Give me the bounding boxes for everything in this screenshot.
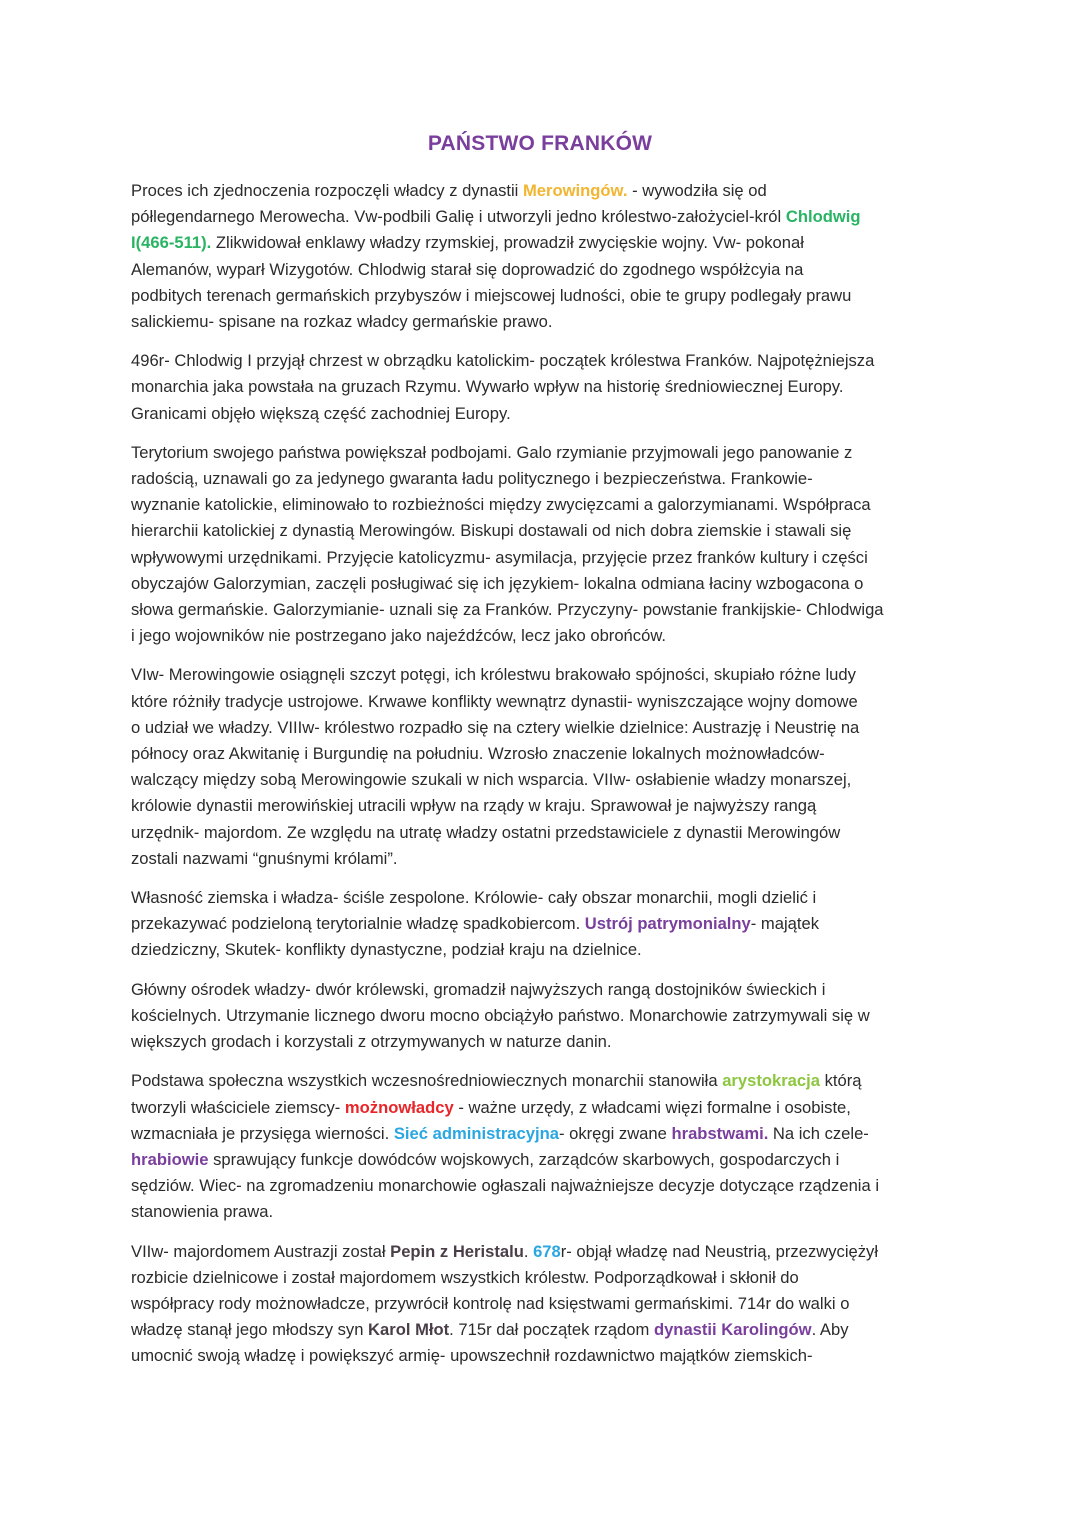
- text-line: wpływowymi urzędnikami. Przyjęcie katolicyzmu- asymilacja, przyjęcie przez franków kultury i części: [131, 547, 868, 567]
- text-line: rozbicie dzielnicowe i został majordomem wszystkich królestw. Podporządkował i skłonił do: [131, 1267, 799, 1287]
- paragraph-5: [131, 885, 953, 964]
- text-line: VIw- Merowingowie osiągnęli szczyt potęgi, ich królestwu brakowało spójności, skupiało różne ludy: [131, 665, 856, 685]
- text-line: obyczajów Galorzymian, zaczęli posługiwać się ich językiem- lokalna odmiana łaciny wzbogacona o: [131, 573, 864, 593]
- text-line: [131, 1095, 953, 1121]
- text-line: większych grodach i korzystali z otrzymywanych w naturze danin.: [131, 1032, 612, 1052]
- text-line: radością, uznawali go za jedynego gwaranta ładu politycznego i bezpieczeństwa. Frankowie-: [131, 469, 813, 489]
- highlight-merowingow: Merowingów.: [522, 181, 628, 200]
- text-run: . 715r dał początek rządom: [449, 1320, 654, 1340]
- text-run: sprawujący funkcje dowódców wojskowych, zarządców skarbowych, gospodarczych i: [208, 1149, 840, 1169]
- page-title: PAŃSTWO FRANKÓW: [427, 132, 653, 155]
- highlight-pepin: Pepin z Heristalu: [390, 1241, 524, 1261]
- paragraph-8: [131, 1239, 953, 1370]
- text-run: Proces ich zjednoczenia rozpoczęli władcy z dynastii: [131, 181, 523, 200]
- text-line: walczący między sobą Merowingowie szukali w nich wsparcia. VIIw- osłabienie władzy monarszej,: [131, 770, 852, 790]
- text-line: salickiemu- spisane na rozkaz władcy germańskie prawo.: [131, 312, 553, 332]
- text-line: północy oraz Akwitanię i Burgundię na południu. Wzrosło znaczenie lokalnych możnowładców-: [131, 744, 825, 764]
- text-line: hierarchii katolickiej z dynastią Merowingów. Biskupi dostawali od nich dobra ziemskie i stawali się: [131, 521, 852, 541]
- text-line: [131, 911, 953, 937]
- text-line: umocnić swoją władzę i powiększyć armię- upowszechnił rozdawnictwo majątków ziemskich-: [131, 1346, 813, 1366]
- highlight-hrabstwami: hrabstwami.: [671, 1123, 769, 1143]
- text-run: . Aby: [811, 1320, 849, 1340]
- text-line: [131, 1239, 953, 1265]
- text-line: [131, 1121, 953, 1147]
- highlight-hrabiowie: hrabiowie: [131, 1149, 209, 1169]
- text-line: Granicami objęło większą część zachodniej Europy.: [131, 403, 511, 423]
- text-run: przekazywać podzieloną terytorialnie władzę spadkobiercom.: [131, 914, 585, 934]
- text-line: kościelnych. Utrzymanie licznego dworu mocno obciążyło państwo. Monarchowie zatrzymywali się w: [131, 1005, 870, 1025]
- text-run: którą: [819, 1071, 862, 1091]
- text-line: Własność ziemska i władza- ściśle zespolone. Królowie- cały obszar monarchii, mogli dzielić i: [131, 888, 817, 908]
- text-line: stanowienia prawa.: [131, 1202, 274, 1222]
- text-line: współpracy rody możnowładcze, przywrócił kontrolę nad księstwami germańskimi. 714r do walki o: [131, 1293, 850, 1313]
- text-line: dziedziczny, Skutek- konflikty dynastyczne, podział kraju na dzielnice.: [131, 940, 642, 960]
- paragraph-7: [131, 1068, 953, 1225]
- paragraph-3: [131, 440, 953, 650]
- text-line: [131, 1317, 953, 1343]
- text-line: [131, 230, 953, 256]
- text-run: Na ich czele-: [768, 1123, 869, 1143]
- text-line: podbitych terenach germańskich przybyszów i miejscowej ludności, obie te grupy podlegały prawu: [131, 285, 852, 305]
- text-run: władzę stanął jego młodszy syn: [131, 1320, 369, 1340]
- highlight-arystokracja: arystokracja: [722, 1071, 820, 1091]
- text-line: Alemanów, wyparł Wizygotów. Chlodwig starał się doprowadzić do zgodnego współżcyia na: [131, 259, 804, 279]
- text-run: Zlikwidował enklawy władzy rzymskiej, prowadził zwycięskie wojny. Vw- pokonał: [211, 233, 804, 253]
- text-run: VIIw- majordomem Austrazji został: [131, 1241, 391, 1261]
- text-run: Podstawa społeczna wszystkich wczesnośredniowiecznych monarchii stanowiła: [131, 1071, 723, 1091]
- highlight-chlodwig: Chlodwig: [785, 207, 861, 227]
- text-line: wyznanie katolickie, eliminowało to rozbieżności między zwycięzcami a galorzymianami. Współpraca: [131, 495, 871, 515]
- text-line: [131, 178, 953, 204]
- document-body: [131, 178, 953, 1383]
- paragraph-2: [131, 348, 953, 427]
- text-line: słowa germańskie. Galorzymianie- uznali się za Franków. Przyczyny- powstanie frankijskie- Chlodwiga: [131, 600, 884, 620]
- text-line: o udział we władzy. VIIIw- królestwo rozpadło się na cztery wielkie dzielnice: Austrazję i Neustrię na: [131, 717, 860, 737]
- text-line: królowie dynastii merowińskiej utracili wpływ na rządy w kraju. Sprawował je najwyższy rangą: [131, 796, 817, 816]
- text-line: [131, 1068, 953, 1094]
- text-run: - majątek: [750, 914, 820, 934]
- text-line: [131, 1147, 953, 1173]
- paragraph-6: [131, 977, 953, 1056]
- paragraph-4: [131, 662, 953, 872]
- text-line: które różniły tradycje ustrojowe. Krwawe konflikty wewnątrz dynastii- wyniszczające wojny domowe: [131, 691, 858, 711]
- highlight-chlodwig-dates: I(466-511).: [131, 233, 212, 253]
- text-line: i jego wojowników nie postrzegano jako najeźdźców, lecz jako obrońców.: [131, 626, 666, 646]
- text-line: [131, 204, 953, 230]
- text-run: wzmacniała je przysięga wierności.: [131, 1123, 394, 1143]
- highlight-karolingow: dynastii Karolingów: [653, 1320, 812, 1340]
- text-line: zostali nazwami “gnuśnymi królami”.: [131, 848, 398, 868]
- text-run: tworzyli właściciele ziemscy-: [131, 1097, 345, 1117]
- highlight-year-678: 678: [533, 1241, 561, 1261]
- paragraph-1: [131, 178, 953, 335]
- text-run: .: [523, 1241, 534, 1261]
- highlight-karol-mlot: Karol Młot: [368, 1320, 450, 1340]
- highlight-siec: Sieć administracyjna: [393, 1123, 559, 1143]
- text-run: - okręgi zwane: [558, 1123, 672, 1143]
- text-run: - wywodziła się od: [627, 181, 767, 200]
- text-line: Terytorium swojego państwa powiększał podbojami. Galo rzymianie przyjmowali jego panowanie z: [131, 442, 853, 462]
- text-line: Główny ośrodek władzy- dwór królewski, gromadził najwyższych rangą dostojników świeckich i: [131, 979, 826, 999]
- highlight-ustroj: Ustrój patrymonialny: [584, 914, 751, 934]
- text-line: 496r- Chlodwig I przyjął chrzest w obrządku katolickim- początek królestwa Franków. Najpotężniejsza: [131, 351, 875, 371]
- text-line: monarchia jaka powstała na gruzach Rzymu. Wywarło wpływ na historię średniowiecznej Europy.: [131, 377, 844, 397]
- text-run: r- objął władzę nad Neustrią, przezwyciężył: [560, 1241, 879, 1261]
- text-run: półlegendarnego Merowecha. Vw-podbili Galię i utworzyli jedno królestwo-założyciel-król: [131, 207, 786, 227]
- text-line: urzędnik- majordom. Ze względu na utratę władzy ostatni przedstawiciele z dynastii Merowingów: [131, 822, 841, 842]
- text-run: - ważne urzędy, z władcami więzi formalne i osobiste,: [453, 1097, 851, 1117]
- highlight-moznowladcy: możnowładcy: [344, 1097, 454, 1117]
- text-line: sędziów. Wiec- na zgromadzeniu monarchowie ogłaszali najważniejsze decyzje dotyczące rządzenia i: [131, 1176, 880, 1196]
